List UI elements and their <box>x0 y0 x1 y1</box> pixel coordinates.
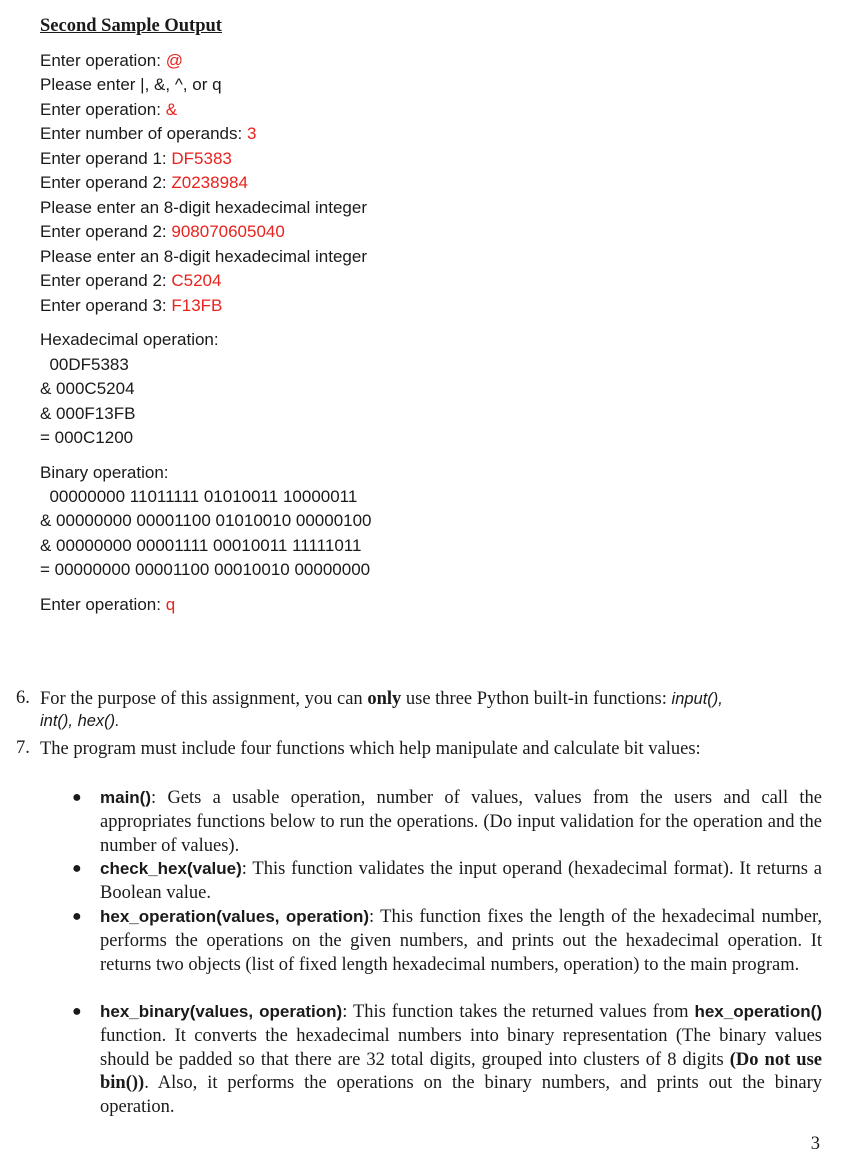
bullet-dot-icon: ● <box>72 1003 82 1020</box>
page-number: 3 <box>810 1134 820 1154</box>
bullet-dot-icon: ● <box>72 789 82 806</box>
sample-line: Enter operand 1: DF5383 <box>40 149 232 168</box>
binary-line: & 00000000 00001100 01010010 00000100 <box>40 511 372 530</box>
sample-line: Please enter |, &, ^, or q <box>40 75 222 94</box>
bullet-check-hex: check_hex(value): This function validates the input operand (hexadecimal format). It returns a Boolean value. <box>100 859 822 903</box>
hex-line: & 000F13FB <box>40 404 136 423</box>
sample-output-heading: Second Sample Output <box>40 16 222 36</box>
binary-line: 00000000 11011111 01010011 10000011 <box>40 487 358 506</box>
binary-operation-title: Binary operation: <box>40 463 169 482</box>
binary-line: & 00000000 00001111 00010011 11111011 <box>40 536 362 555</box>
sample-line: Enter operand 2: Z0238984 <box>40 173 248 192</box>
sample-line: Enter operation: @ <box>40 51 183 70</box>
hex-line: 00DF5383 <box>40 355 129 374</box>
hex-line: & 000C5204 <box>40 379 135 398</box>
sample-line: Enter operand 3: F13FB <box>40 296 223 315</box>
hex-operation-title: Hexadecimal operation: <box>40 330 219 349</box>
sample-line: Please enter an 8-digit hexadecimal integer <box>40 198 367 217</box>
sample-line: Please enter an 8-digit hexadecimal integer <box>40 247 367 266</box>
sample-line: Enter operand 2: C5204 <box>40 271 222 290</box>
sample-line: Enter operation: & <box>40 100 178 119</box>
final-prompt-line: Enter operation: q <box>40 595 176 614</box>
item-6-text: For the purpose of this assignment, you can only use three Python built-in functions: input(), int(), hex(). <box>40 689 723 730</box>
bullet-dot-icon: ● <box>72 860 82 877</box>
hex-line: = 000C1200 <box>40 428 134 447</box>
sample-line: Enter number of operands: 3 <box>40 124 257 143</box>
binary-line: = 00000000 00001100 00010010 00000000 <box>40 560 371 579</box>
sample-line: Enter operand 2: 908070605040 <box>40 222 285 241</box>
item-6-number: 6. <box>16 688 30 708</box>
bullet-hex-operation: hex_operation(values, operation): This function fixes the length of the hexadecimal number, performs the operations on the given numbers, and prints out the hexadecimal operation. It returns two objects (list of fixed length hexadecimal numbers, operation) to the main program. <box>100 907 822 975</box>
bullet-hex-binary: hex_binary(values, operation): This function takes the returned values from hex_operation() function. It converts the hexadecimal numbers into binary representation (The binary values should be padded so that there are 32 total digits, grouped into clusters of 8 digits (Do not use bin()). Also, it performs the operations on the binary numbers, and prints out the binary operation. <box>100 1002 823 1118</box>
item-7-text: The program must include four functions which help manipulate and calculate bit values: <box>40 739 701 759</box>
bullet-main: main(): Gets a usable operation, number of values, values from the users and call the appropriates functions below to run the operations. (Do input validation for the operation and the number of values). <box>100 788 822 856</box>
bullet-dot-icon: ● <box>72 908 82 925</box>
item-7-number: 7. <box>16 738 30 758</box>
